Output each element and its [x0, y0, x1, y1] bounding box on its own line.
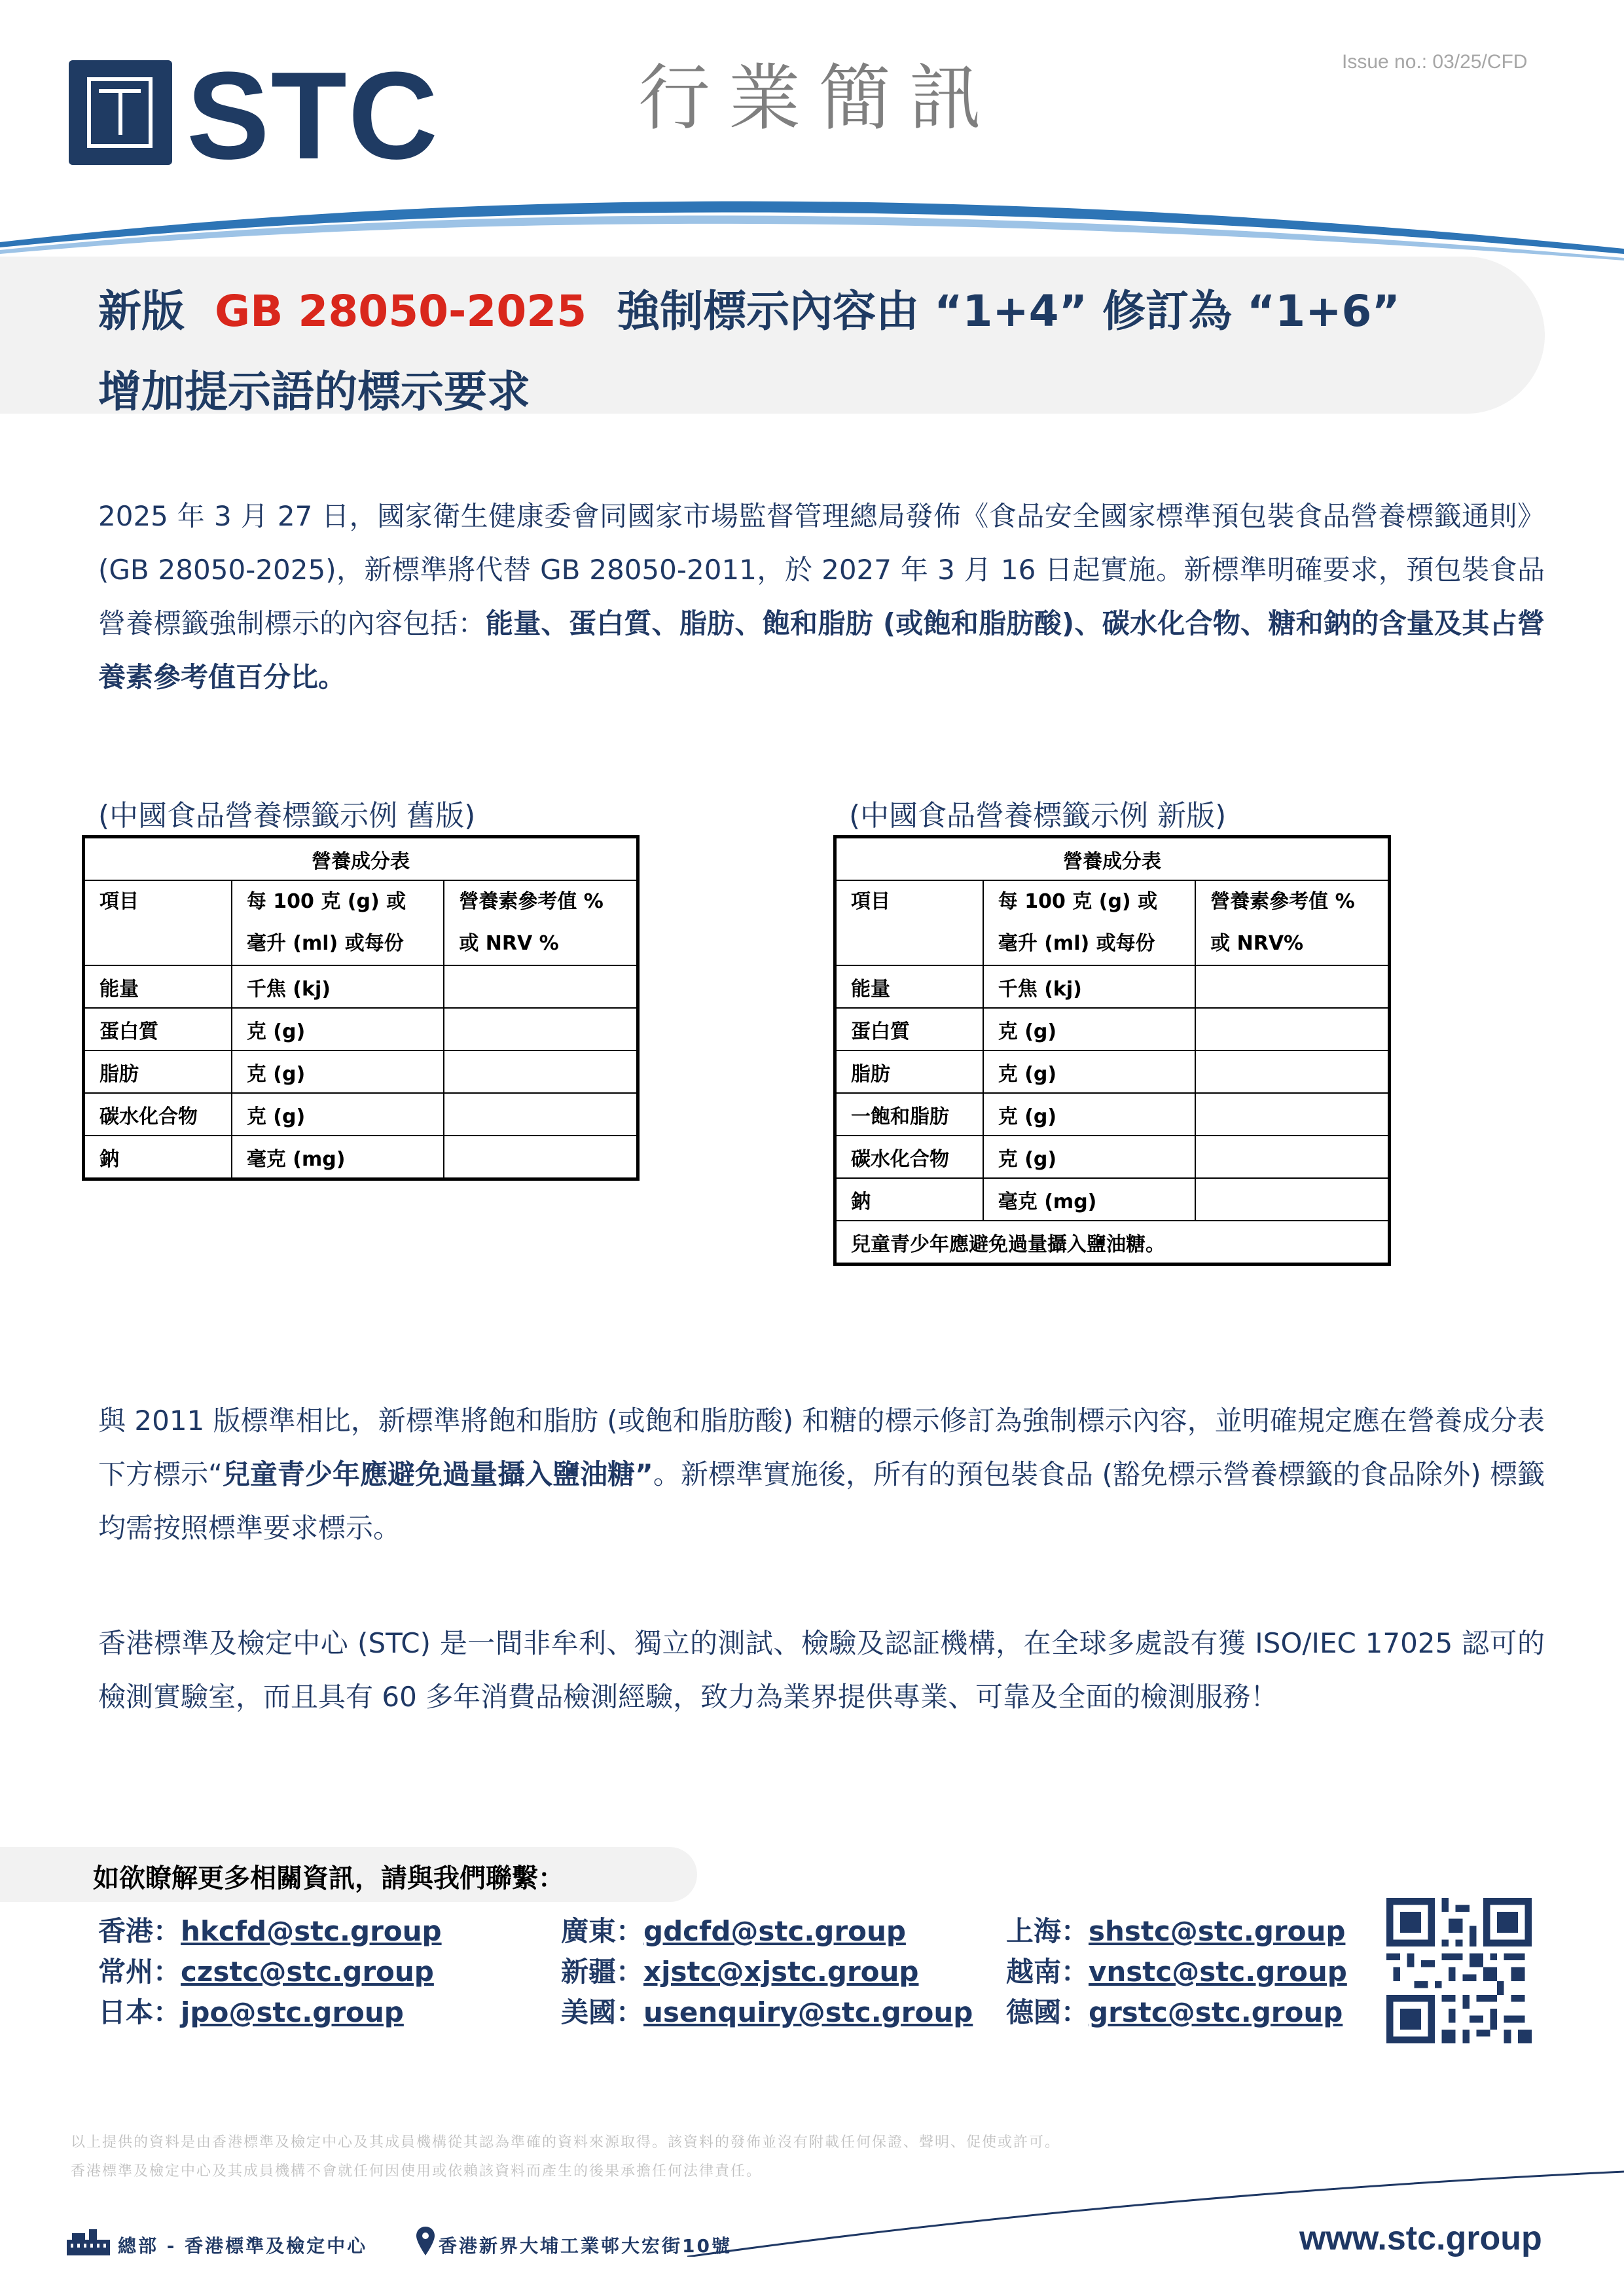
about-stc-paragraph: 香港標準及檢定中心 (STC) 是一間非牟利、獨立的測試、檢驗及認証機構，在全球多處設有獲 ISO/IEC 17025 認可的檢測實驗室，而且具有 60 多年消費品檢測經驗，致力為業界提供專業、可靠及全面的檢測服務！ — [98, 1627, 1545, 1713]
table-row: 鈉 毫克 (mg) — [835, 1178, 1390, 1221]
contact-germany: 德國：grstc@stc.group — [1006, 1996, 1343, 2028]
contact-changzhou: 常州：czstc@stc.group — [98, 1956, 434, 1988]
stc-emblem-icon — [69, 60, 172, 165]
header-item: 項目 — [835, 880, 983, 965]
table-footnote: 兒童青少年應避免過量攝入鹽油糖。 — [835, 1221, 1390, 1265]
table-row: 蛋白質 克 (g) — [835, 1008, 1390, 1050]
logo-wordmark: STC — [187, 46, 439, 185]
old-table-caption: (中國食品營養標籤示例 舊版) — [98, 799, 476, 833]
table-row: 蛋白質 克 (g) — [84, 1008, 638, 1050]
table-row: 能量 千焦 (kj) — [84, 965, 638, 1008]
email-link[interactable]: usenquiry@stc.group — [643, 1996, 973, 2028]
headline-line-2: 增加提示語的標示要求 — [98, 367, 530, 417]
headquarters-building-icon — [65, 2227, 111, 2257]
contact-hongkong: 香港：hkcfd@stc.group — [98, 1915, 442, 1947]
intro-paragraph — [98, 490, 1545, 704]
table-row: 碳水化合物 克 (g) — [84, 1093, 638, 1136]
email-link[interactable]: xjstc@xjstc.group — [643, 1956, 919, 1988]
location-pin-icon — [416, 2227, 435, 2255]
headline-line-1 — [98, 276, 1400, 338]
table-title: 營養成分表 — [835, 837, 1390, 881]
contact-title: 如欲瞭解更多相關資訊，請與我們聯繫： — [93, 1863, 564, 1893]
contact-xinjiang: 新疆：xjstc@xjstc.group — [561, 1956, 919, 1988]
warning-statement: 兒童青少年應避免過量攝入鹽油糖” — [222, 1458, 653, 1490]
table-row: 鈉 毫克 (mg) — [84, 1136, 638, 1179]
website-link[interactable]: www.stc.group — [1299, 2219, 1542, 2257]
email-link[interactable]: vnstc@stc.group — [1089, 1956, 1347, 1988]
intro-text: 2025 年 3 月 27 日，國家衛生健康委會同國家市場監督管理總局發佈《食品安全國家標準預包裝食品營養標籤通則》 (GB 28050-2025)，新標準將代替 GB 28050-2011，於 2027 年 3 月 16 日起實施。新標準明確要求，預包裝食品營養標籤強制標示的內容包括： — [98, 500, 1545, 639]
table-row: 脂肪 克 (g) — [84, 1050, 638, 1093]
header-nrv: 營養素參考值 % 或 NRV % — [444, 880, 638, 965]
email-link[interactable]: czstc@stc.group — [181, 1956, 434, 1988]
contact-vietnam: 越南：vnstc@stc.group — [1006, 1956, 1347, 1988]
email-link[interactable]: gdcfd@stc.group — [643, 1915, 906, 1947]
disclaimer-line-1: 以上提供的資料是由香港標準及檢定中心及其成員機構從其認為準確的資料來源取得。該資料的發佈並沒有附載任何保證、聲明、促使或許可。 — [71, 2134, 1061, 2151]
issue-number: Issue no.: 03/25/CFD — [1342, 51, 1528, 73]
headline-rest: 強制標示內容由 “1+4” 修訂為 “1+6” — [617, 286, 1400, 336]
header-item: 項目 — [84, 880, 232, 965]
headline-standard-code: GB 28050-2025 — [214, 286, 587, 336]
footer-headquarters: 總部 - 香港標準及檢定中心 — [118, 2235, 368, 2257]
contact-usa: 美國：usenquiry@stc.group — [561, 1996, 973, 2028]
email-link[interactable]: jpo@stc.group — [181, 1996, 404, 2028]
contact-japan: 日本：jpo@stc.group — [98, 1996, 404, 2028]
stc-logo — [69, 46, 461, 185]
comparison-paragraph: 與 2011 版標準相比，新標準將飽和脂肪 (或飽和脂肪酸) 和糖的標示修訂為強制標示內容，並明確規定應在營養成分表下方標示“兒童青少年應避免過量攝入鹽油糖”。新標準實施後，所有的預包裝食品 (豁免標示營養標籤的食品除外) 標籤均需按照標準要求標示。 — [98, 1405, 1545, 1544]
table-row: 一飽和脂肪 克 (g) — [835, 1093, 1390, 1136]
old-nutrition-table — [82, 835, 640, 1181]
headline-prefix: 新版 — [98, 286, 185, 336]
table-row: 脂肪 克 (g) — [835, 1050, 1390, 1093]
intro-bold-text: 能量、蛋白質、脂肪、飽和脂肪 (或飽和脂肪酸)、碳水化合物、糖和鈉的含量及其占營養素參考值百分比。 — [98, 607, 1545, 693]
header-swoosh — [0, 177, 1624, 268]
table-row: 能量 千焦 (kj) — [835, 965, 1390, 1008]
header-per-100: 每 100 克 (g) 或 毫升 (ml) 或每份 — [232, 880, 444, 965]
newsletter-title: 行業簡訊 — [638, 56, 1000, 140]
email-link[interactable]: grstc@stc.group — [1089, 1996, 1343, 2028]
contact-guangdong: 廣東：gdcfd@stc.group — [561, 1915, 906, 1947]
header-per-100: 每 100 克 (g) 或 毫升 (ml) 或每份 — [983, 880, 1195, 965]
email-link[interactable]: shstc@stc.group — [1089, 1915, 1346, 1947]
disclaimer-line-2: 香港標準及檢定中心及其成員機構不會就任何因使用或依賴該資料而產生的後果承擔任何法律責任。 — [71, 2163, 763, 2179]
qr-code-icon[interactable] — [1386, 1898, 1532, 2043]
table-title: 營養成分表 — [84, 837, 638, 881]
contact-shanghai: 上海：shstc@stc.group — [1006, 1915, 1346, 1947]
new-nutrition-table — [833, 835, 1391, 1266]
table-row: 碳水化合物 克 (g) — [835, 1136, 1390, 1178]
new-table-caption: (中國食品營養標籤示例 新版) — [849, 799, 1227, 833]
header-nrv: 營養素參考值 % 或 NRV% — [1195, 880, 1389, 965]
email-link[interactable]: hkcfd@stc.group — [181, 1915, 442, 1947]
footer-address: 香港新界大埔工業邨大宏街10號 — [439, 2235, 732, 2257]
